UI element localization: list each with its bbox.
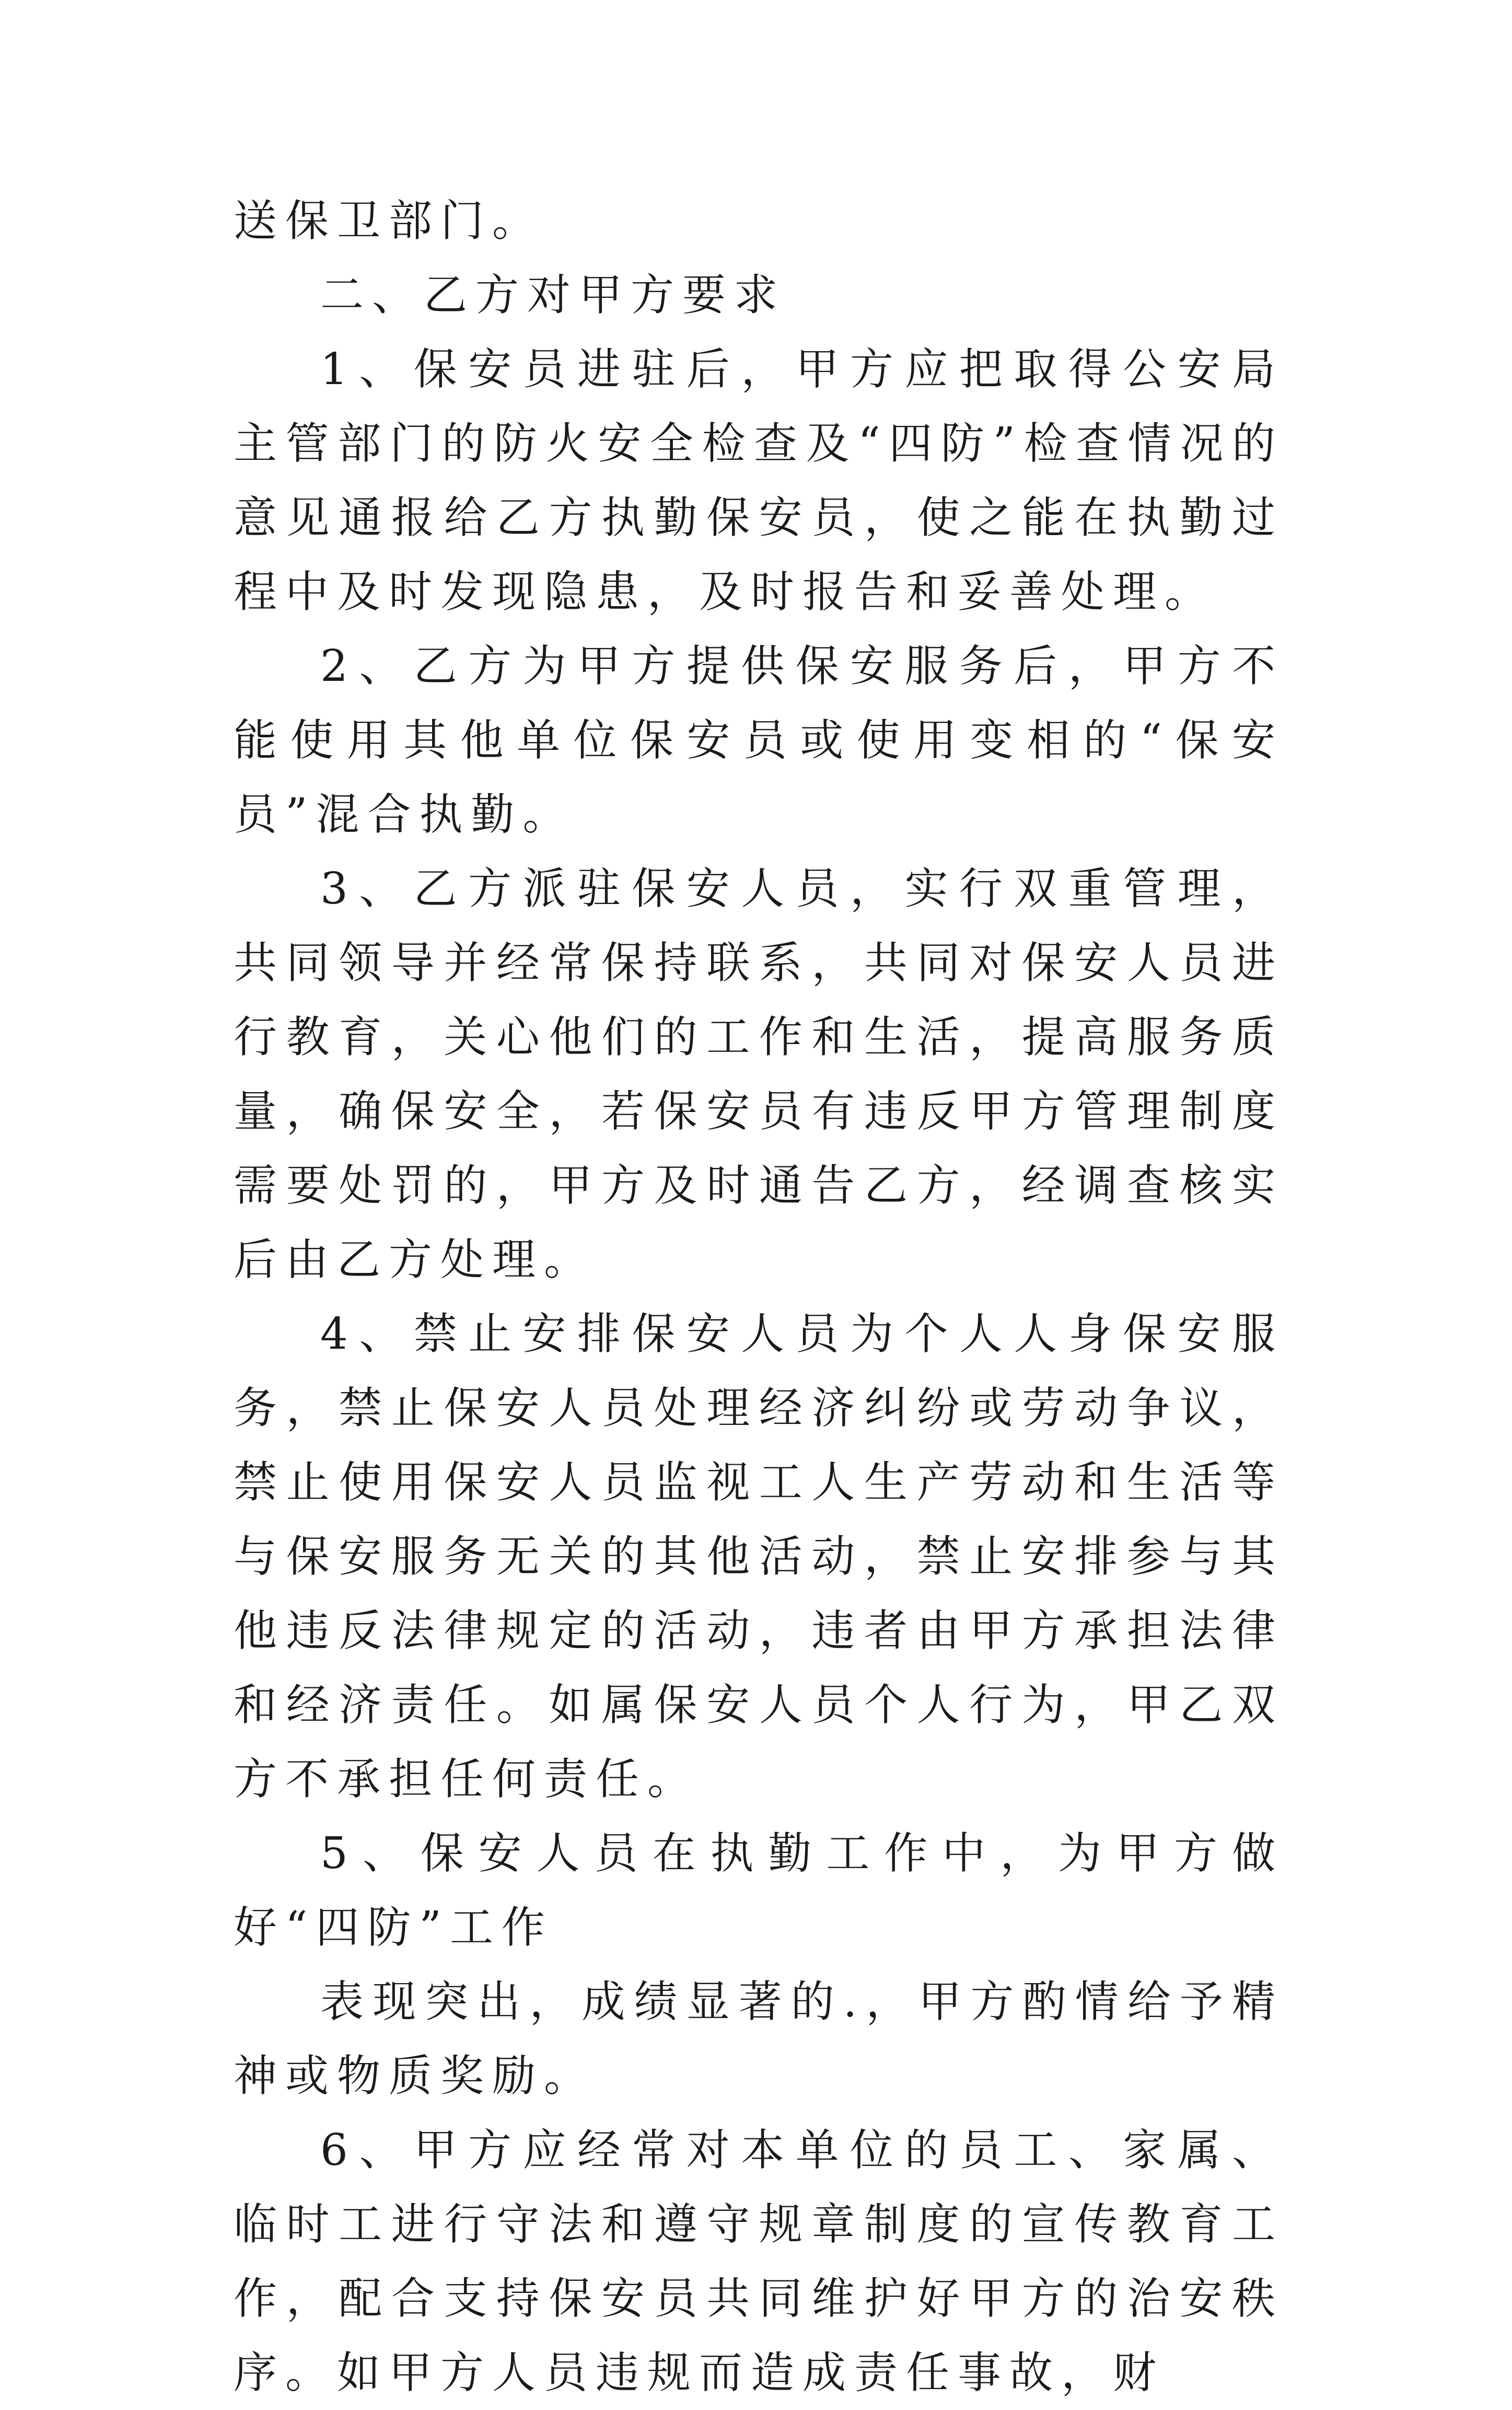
document-body bbox=[234, 184, 1284, 2410]
paragraph-item-5-continued: 表现突出，成绩显著的.，甲方酌情给予精神或物质奖励。 bbox=[234, 1976, 1284, 2101]
paragraph-item-1: 1、保安员进驻后，甲方应把取得公安局主管部门的防火安全检查及“四防”检查情况的意见通报给乙方执勤保安员，使之能在执勤过程中及时发现隐患，及时报告和妥善处理。 bbox=[234, 344, 1284, 617]
paragraph-item-3: 3、乙方派驻保安人员，实行双重管理，共同领导并经常保持联系，共同对保安人员进行教育，关心他们的工作和生活，提高服务质量，确保安全，若保安员有违反甲方管理制度需要处罚的，甲方及时通告乙方，经调查核实后由乙方处理。 bbox=[234, 863, 1284, 1285]
paragraph-item-4: 4、禁止安排保安人员为个人人身保安服务，禁止保安人员处理经济纠纷或劳动争议，禁止使用保安人员监视工人生产劳动和生活等与保安服务无关的其他活动，禁止安排参与其他违反法律规定的活动，违者由甲方承担法律和经济责任。如属保安人员个人行为，甲乙双方不承担任何责任。 bbox=[234, 1308, 1284, 1804]
paragraph-item-5: 5、保安人员在执勤工作中，为甲方做好“四防”工作 bbox=[234, 1828, 1284, 1953]
paragraph-continuation: 送保卫部门。 bbox=[234, 195, 544, 246]
section-heading: 二、乙方对甲方要求 bbox=[320, 270, 786, 320]
paragraph-item-6: 6、甲方应经常对本单位的员工、家属、临时工进行守法和遵守规章制度的宣传教育工作，配合支持保安员共同维护好甲方的治安秩序。如甲方人员违规而造成责任事故，财 bbox=[234, 2125, 1284, 2398]
paragraph-item-2: 2、乙方为甲方提供保安服务后，甲方不能使用其他单位保安员或使用变相的“保安员”混合执勤。 bbox=[234, 641, 1284, 840]
